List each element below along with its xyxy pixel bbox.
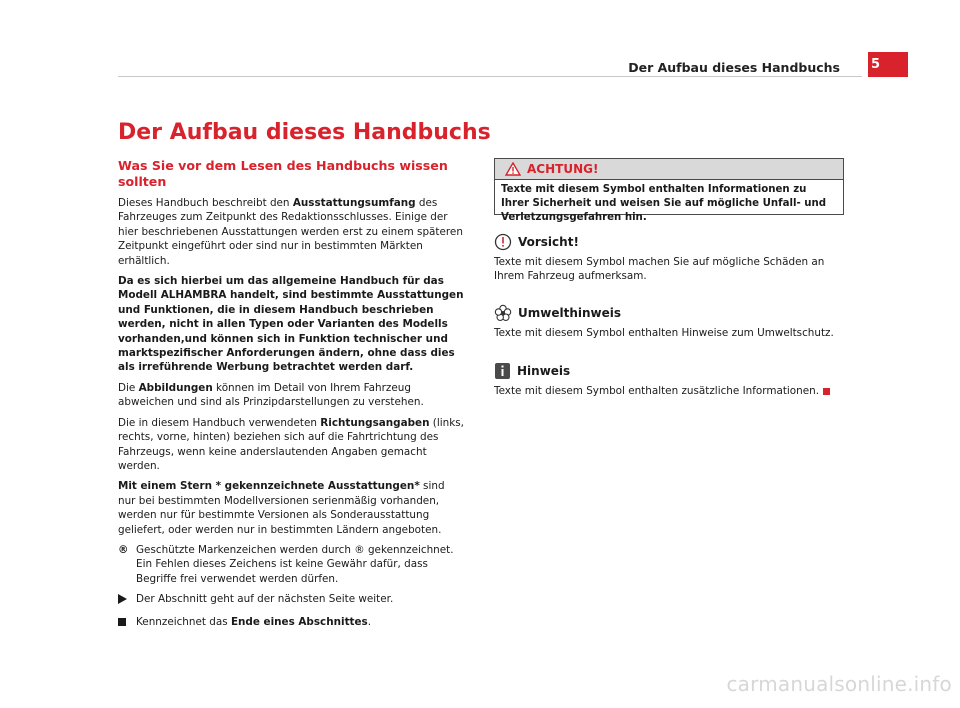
- caution-text: Texte mit diesem Symbol machen Sie auf mögliche Schäden an Ihrem Fahrzeug aufmerksam.: [494, 256, 825, 283]
- continuation-item: [118, 592, 464, 608]
- paragraph-optional-equipment: Mit einem Stern * gekennzeichnete Ausstattungen* sind nur bei bestimmten Modellversionen serienmäßig vorhanden, werden nur für bestimmte Versionen als Sonderausstattung geliefert, oder werden nur in bestimmten Ländern angeboten.: [118, 480, 445, 536]
- running-header-title: Der Aufbau dieses Handbuchs: [628, 60, 840, 75]
- environment-text: Texte mit diesem Symbol enthalten Hinweise zum Umweltschutz.: [494, 326, 834, 339]
- registered-symbol: ®: [118, 543, 129, 556]
- info-text: Texte mit diesem Symbol enthalten zusätzliche Informationen.: [494, 384, 844, 398]
- warning-box: [494, 158, 844, 223]
- info-icon: [494, 362, 511, 380]
- environment-note: [494, 304, 844, 340]
- header-rule: [118, 76, 862, 77]
- warning-triangle-icon: [505, 162, 521, 176]
- end-square-icon: [823, 388, 830, 395]
- paragraph-scope: Dieses Handbuch beschreibt den Ausstattungsumfang des Fahrzeuges zum Zeitpunkt des Redaktionsschlusses. Einige der hier beschriebenen Ausstattungen werden erst zu einem späteren Zeitpunkt eingeführt oder sind nur in bestimmten Märkten erhältlich.: [118, 197, 463, 267]
- paragraph-directions: Die in diesem Handbuch verwendeten Richtungsangaben (links, rechts, vorne, hinten) beziehen sich auf die Fahrtrichtung des Fahrzeugs, wenn keine anderslautenden Angaben gemacht werden.: [118, 416, 464, 472]
- section-heading: Was Sie vor dem Lesen des Handbuchs wissen sollten: [118, 158, 448, 189]
- trademark-text: Geschützte Markenzeichen werden durch ® gekennzeichnet. Ein Fehlen dieses Zeichens ist keine Gewähr dafür, dass Begriffe frei verwendet werden dürfen.: [136, 543, 454, 585]
- paragraph-illustrations: Die Abbildungen können im Detail von Ihrem Fahrzeug abweichen und sind als Prinzipdarstellungen zu verstehen.: [118, 381, 424, 409]
- warning-text: Texte mit diesem Symbol enthalten Informationen zu Ihrer Sicherheit und weisen Sie auf mögliche Unfall- und Verletzungsgefahren hin.: [501, 184, 827, 223]
- page-title: Der Aufbau dieses Handbuchs: [118, 120, 491, 145]
- end-of-section-item: [118, 615, 464, 630]
- environment-label: Umwelthinweis: [518, 305, 622, 320]
- flower-leaf-icon: [494, 304, 512, 322]
- trademark-item: [118, 543, 464, 586]
- info-note: [494, 362, 844, 398]
- end-of-section-text: Kennzeichnet das Ende eines Abschnittes.: [136, 615, 372, 628]
- left-column: [118, 158, 464, 636]
- paragraph-model-note: Da es sich hierbei um das allgemeine Handbuch für das Modell ALHAMBRA handelt, sind bestimmte Ausstattungen und Funktionen, die in diesem Handbuch beschrieben werden, nicht in allen Typen oder Varianten des Modells vorhanden,und können sich in Funktion technischer und marktspezifischer Anforderungen ändern, ohne dass dies als irreführende Werbung betrachtet werden darf.: [118, 275, 464, 374]
- end-square-icon: [118, 618, 126, 626]
- right-column: [494, 158, 844, 399]
- warning-header: [495, 159, 843, 180]
- page-number-tab: 5: [868, 52, 908, 77]
- info-label: Hinweis: [517, 364, 571, 379]
- continue-arrow-icon: [118, 594, 127, 604]
- watermark: carmanualsonline.info: [726, 672, 952, 696]
- caution-note: [494, 233, 844, 284]
- caution-exclamation-icon: [494, 233, 512, 251]
- continuation-text: Der Abschnitt geht auf der nächsten Seite weiter.: [136, 593, 394, 606]
- caution-label: Vorsicht!: [518, 234, 579, 249]
- warning-label: ACHTUNG!: [527, 161, 599, 176]
